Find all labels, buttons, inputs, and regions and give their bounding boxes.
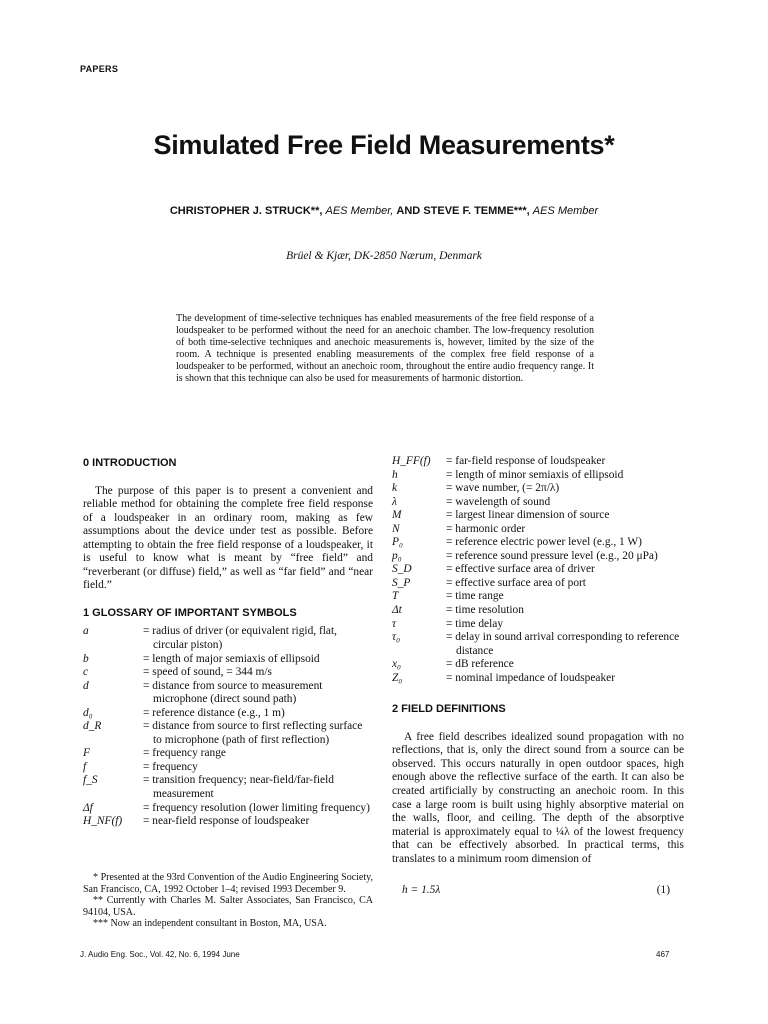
glossary-definition: = reference electric power level (e.g., 1 W) bbox=[446, 536, 642, 549]
glossary-entry bbox=[392, 604, 684, 618]
glossary-symbol: d₀ bbox=[83, 706, 93, 719]
glossary-entry bbox=[392, 672, 684, 686]
glossary-definition: = reference sound pressure level (e.g., 20 μPa) bbox=[446, 549, 658, 562]
glossary-symbol: M bbox=[392, 509, 402, 522]
glossary-definition: = transition frequency; near-field/far-field measurement bbox=[143, 774, 334, 801]
glossary-symbol: a bbox=[83, 625, 89, 638]
glossary-symbol: S_P bbox=[392, 576, 411, 589]
glossary-definition: = far-field response of loudspeaker bbox=[446, 455, 606, 467]
glossary-symbol: f bbox=[83, 760, 87, 773]
glossary-symbol: P₀ bbox=[392, 536, 403, 549]
field-definitions-paragraph: A free field describes idealized sound propagation with no reflections, that is, only the direct sound from a source can be observed. This occurs naturally in open outdoor spaces, high enough above the reflective surface of the earth. It can also be created artificially by constructing an anechoic room. In this case a large room is built using highly absorptive material on the walls, floor, and ceiling. The depth of the absorptive material is approximately equal to ¼λ of the lowest frequency that can be effectively absorbed. In practical terms, this translates to a minimum room dimension of bbox=[392, 730, 684, 865]
intro-paragraph: The purpose of this paper is to present a convenient and reliable method for obtaining the complete free field response of a loudspeaker in an ordinary room, making as few assumptions about the device under test as possible. Before attempting to obtain the free field response of a loudspeaker, it is useful to know what is meant by “free field” and “reverberant (or diffuse) field,” as well as “far field” and “near field.” bbox=[83, 484, 373, 592]
glossary-symbol: F bbox=[83, 747, 90, 760]
glossary-symbol: λ bbox=[392, 495, 397, 508]
glossary-symbol: N bbox=[392, 522, 400, 535]
equation-number: (1) bbox=[656, 884, 670, 897]
glossary-definition: = reference distance (e.g., 1 m) bbox=[143, 706, 285, 719]
glossary-definition: = length of major semiaxis of ellipsoid bbox=[143, 652, 320, 665]
equation-expression: h = 1.5λ bbox=[402, 884, 441, 897]
glossary-symbol: Z₀ bbox=[392, 671, 403, 684]
glossary-entry bbox=[392, 618, 684, 632]
glossary-symbol: x₀ bbox=[392, 658, 402, 671]
glossary-entry bbox=[392, 482, 684, 496]
glossary-entry bbox=[392, 455, 684, 469]
glossary-definition: = wave number, (= 2π/λ) bbox=[446, 482, 560, 495]
author-conjunction: AND bbox=[396, 205, 421, 217]
glossary-entry bbox=[392, 577, 684, 591]
glossary-definition: = distance from source to first reflecting surface to microphone (path of first reflection) bbox=[143, 720, 363, 746]
left-column bbox=[83, 457, 373, 829]
glossary-entry bbox=[83, 761, 373, 775]
glossary-definition: = dB reference bbox=[446, 658, 514, 671]
glossary-entry bbox=[392, 550, 684, 564]
glossary-symbol: h bbox=[392, 468, 398, 481]
author-2-membership: AES Member bbox=[532, 205, 599, 217]
glossary-entry bbox=[392, 658, 684, 672]
glossary-symbol: τ bbox=[392, 617, 397, 630]
glossary-definition: = time range bbox=[446, 590, 504, 603]
glossary-symbol: Δt bbox=[392, 604, 402, 617]
glossary-definition: = near-field response of loudspeaker bbox=[143, 815, 310, 828]
glossary-entry bbox=[83, 747, 373, 761]
glossary-definition: = distance from source to measurement microphone (direct sound path) bbox=[143, 679, 323, 706]
glossary-definition: = length of minor semiaxis of ellipsoid bbox=[446, 468, 624, 481]
glossary-definition: = harmonic order bbox=[446, 522, 526, 535]
glossary-symbol: τ₀ bbox=[392, 631, 401, 644]
glossary-entry bbox=[392, 536, 684, 550]
glossary-entry bbox=[83, 774, 373, 801]
glossary-entry bbox=[83, 653, 373, 667]
glossary-symbol: p₀ bbox=[392, 549, 402, 562]
glossary-symbol: c bbox=[83, 666, 89, 679]
author-2: STEVE F. TEMME***, bbox=[423, 205, 530, 217]
glossary-symbol: T bbox=[392, 590, 399, 603]
glossary-definition: = nominal impedance of loudspeaker bbox=[446, 671, 616, 684]
glossary-entry bbox=[83, 680, 373, 707]
glossary-definition: = effective surface area of port bbox=[446, 576, 586, 589]
glossary-entry bbox=[392, 631, 684, 658]
glossary-symbol: d bbox=[83, 679, 89, 692]
glossary-symbol: d_R bbox=[83, 720, 102, 733]
affiliation: Brüel & Kjær, DK-2850 Nærum, Denmark bbox=[286, 250, 482, 262]
glossary-symbol: b bbox=[83, 652, 89, 665]
glossary-entry bbox=[392, 590, 684, 604]
glossary-symbol: H_FF(f) bbox=[392, 455, 431, 467]
glossary-entry bbox=[83, 625, 373, 652]
glossary-definition: = effective surface area of driver bbox=[446, 563, 595, 576]
author-1: CHRISTOPHER J. STRUCK**, bbox=[169, 205, 323, 217]
glossary-heading: 1 GLOSSARY OF IMPORTANT SYMBOLS bbox=[83, 606, 297, 619]
glossary-entry bbox=[83, 666, 373, 680]
footnote-2: ** Currently with Charles M. Salter Associates, San Francisco, CA 94104, USA. bbox=[83, 895, 373, 918]
glossary-entry bbox=[392, 509, 684, 523]
glossary-definition: = frequency range bbox=[143, 747, 226, 760]
glossary-symbol: H_NF(f) bbox=[83, 815, 123, 828]
glossary-entry bbox=[392, 496, 684, 510]
glossary-symbol: k bbox=[392, 482, 398, 495]
glossary-definition: = radius of driver (or equivalent rigid, flat, circular piston) bbox=[143, 625, 337, 652]
glossary-entry bbox=[83, 707, 373, 721]
glossary-definition: = frequency resolution (lower limiting frequency) bbox=[143, 801, 370, 814]
field-definitions-heading: 2 FIELD DEFINITIONS bbox=[392, 703, 506, 716]
journal-citation: J. Audio Eng. Soc., Vol. 42, No. 6, 1994 June bbox=[80, 950, 240, 959]
glossary-table-left bbox=[83, 625, 373, 828]
glossary-symbol: S_D bbox=[392, 563, 412, 576]
page-number: 467 bbox=[656, 950, 670, 959]
glossary-entry bbox=[392, 469, 684, 483]
author-line bbox=[0, 205, 768, 217]
glossary-entry bbox=[83, 720, 373, 747]
glossary-definition: = largest linear dimension of source bbox=[446, 509, 610, 522]
intro-heading: 0 INTRODUCTION bbox=[83, 457, 177, 469]
right-column bbox=[392, 455, 684, 898]
footnote-1: * Presented at the 93rd Convention of the Audio Engineering Society, San Francisco, CA, 1992 October 1–4; revised 1993 December 9. bbox=[83, 872, 373, 895]
glossary-symbol: f_S bbox=[83, 774, 98, 787]
glossary-entry bbox=[392, 563, 684, 577]
glossary-definition: = time delay bbox=[446, 617, 504, 630]
section-label: PAPERS bbox=[80, 64, 119, 74]
author-1-membership: AES Member, bbox=[325, 205, 394, 217]
glossary-entry bbox=[83, 815, 373, 829]
glossary-entry bbox=[392, 523, 684, 537]
glossary-table-right bbox=[392, 455, 684, 685]
abstract: The development of time-selective techniques has enabled measurements of the free field response of a loudspeaker to be performed without the need for an anechoic chamber. The low-frequency resolution of both time-selective techniques and anechoic measurements is, however, limited by the size of the room. A technique is presented enabling measurements of the complex free field response of a loudspeaker to be performed, without an anechoic room, throughout the entire audio frequency range. It is shown that this technique can also be used for measurements of harmonic distortion. bbox=[176, 313, 594, 384]
glossary-definition: = wavelength of sound bbox=[446, 495, 551, 508]
glossary-definition: = speed of sound, = 344 m/s bbox=[143, 666, 272, 679]
glossary-symbol: Δf bbox=[83, 801, 93, 814]
glossary-definition: = delay in sound arrival corresponding to reference distance bbox=[446, 631, 680, 657]
footnotes bbox=[83, 872, 373, 930]
glossary-entry bbox=[83, 802, 373, 816]
equation-1 bbox=[392, 884, 684, 898]
glossary-definition: = time resolution bbox=[446, 604, 524, 617]
glossary-definition: = frequency bbox=[143, 760, 198, 773]
footnote-3: *** Now an independent consultant in Boston, MA, USA. bbox=[93, 918, 327, 929]
paper-title: Simulated Free Field Measurements* bbox=[153, 130, 615, 160]
